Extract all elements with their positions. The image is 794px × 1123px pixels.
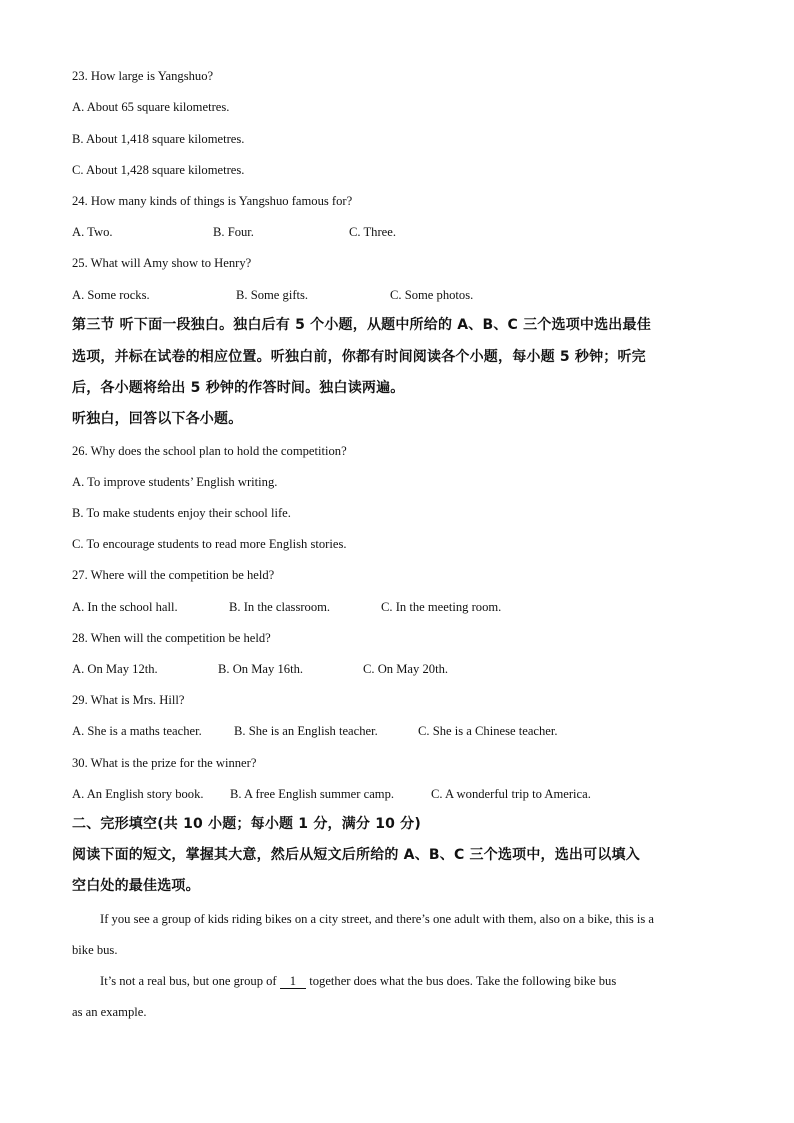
passage-paragraph1-line1: If you see a group of kids riding bikes on a city street, and there’s one adult with them, also on a bike, this is a [100,912,655,926]
q27-option-c: C. In the meeting room. [381,600,502,614]
q26-option-c: C. To encourage students to read more English stories. [72,537,347,551]
section3-instruction-line1: 第三节 听下面一段独白。独白后有 5 个小题，从题中所给的 A、B、C 三个选项中选出最佳 [72,317,651,333]
part2-title: 二、完形填空(共 10 小题；每小题 1 分，满分 10 分) [72,816,421,832]
q26-option-a: A. To improve students’ English writing. [72,475,278,489]
question-26: 26. Why does the school plan to hold the competition? [72,444,347,458]
q30-option-c: C. A wonderful trip to America. [431,787,591,801]
passage-paragraph2-line2: as an example. [72,1005,147,1019]
q30-option-a: A. An English story book. [72,787,204,801]
question-24: 24. How many kinds of things is Yangshuo famous for? [72,194,353,208]
section3-instruction-line2: 选项，并标在试卷的相应位置。听独白前，你都有时间阅读各个小题，每小题 5 秒钟；听完 [72,349,646,365]
q29-option-a: A. She is a maths teacher. [72,724,202,738]
blank-1: 1 [280,974,306,989]
q27-option-b: B. In the classroom. [229,600,331,614]
q23-option-a: A. About 65 square kilometres. [72,100,230,114]
section3-instruction-line3: 后，各小题将给出 5 秒钟的作答时间。独白读两遍。 [72,380,405,396]
q29-option-b: B. She is an English teacher. [234,724,378,738]
question-23: 23. How large is Yangshuo? [72,69,214,83]
passage-text-before-blank: It’s not a real bus, but one group of [100,974,280,988]
q25-option-c: C. Some photos. [390,288,474,302]
q23-option-b: B. About 1,418 square kilometres. [72,132,245,146]
question-30: 30. What is the prize for the winner? [72,756,257,770]
part2-instruction-line1: 阅读下面的短文，掌握其大意，然后从短文后所给的 A、B、C 三个选项中，选出可以填入 [72,847,640,863]
q27-option-a: A. In the school hall. [72,600,178,614]
q30-option-b: B. A free English summer camp. [230,787,395,801]
section3-instruction-line4: 听独白，回答以下各小题。 [72,411,243,427]
passage-paragraph1-line2: bike bus. [72,943,118,957]
passage-paragraph2-line1 [100,973,616,989]
q28-option-a: A. On May 12th. [72,662,158,676]
q23-option-c: C. About 1,428 square kilometres. [72,163,245,177]
q24-option-c: C. Three. [349,225,396,239]
q24-option-a: A. Two. [72,225,113,239]
q28-option-b: B. On May 16th. [218,662,304,676]
passage-text-after-blank: together does what the bus does. Take the following bike bus [306,974,617,988]
part2-instruction-line2: 空白处的最佳选项。 [72,878,200,894]
q25-option-a: A. Some rocks. [72,288,150,302]
q29-option-c: C. She is a Chinese teacher. [418,724,558,738]
question-27: 27. Where will the competition be held? [72,568,275,582]
question-29: 29. What is Mrs. Hill? [72,693,185,707]
q25-option-b: B. Some gifts. [236,288,309,302]
question-25: 25. What will Amy show to Henry? [72,256,252,270]
q24-option-b: B. Four. [213,225,254,239]
q28-option-c: C. On May 20th. [363,662,449,676]
question-28: 28. When will the competition be held? [72,631,271,645]
q26-option-b: B. To make students enjoy their school life. [72,506,291,520]
